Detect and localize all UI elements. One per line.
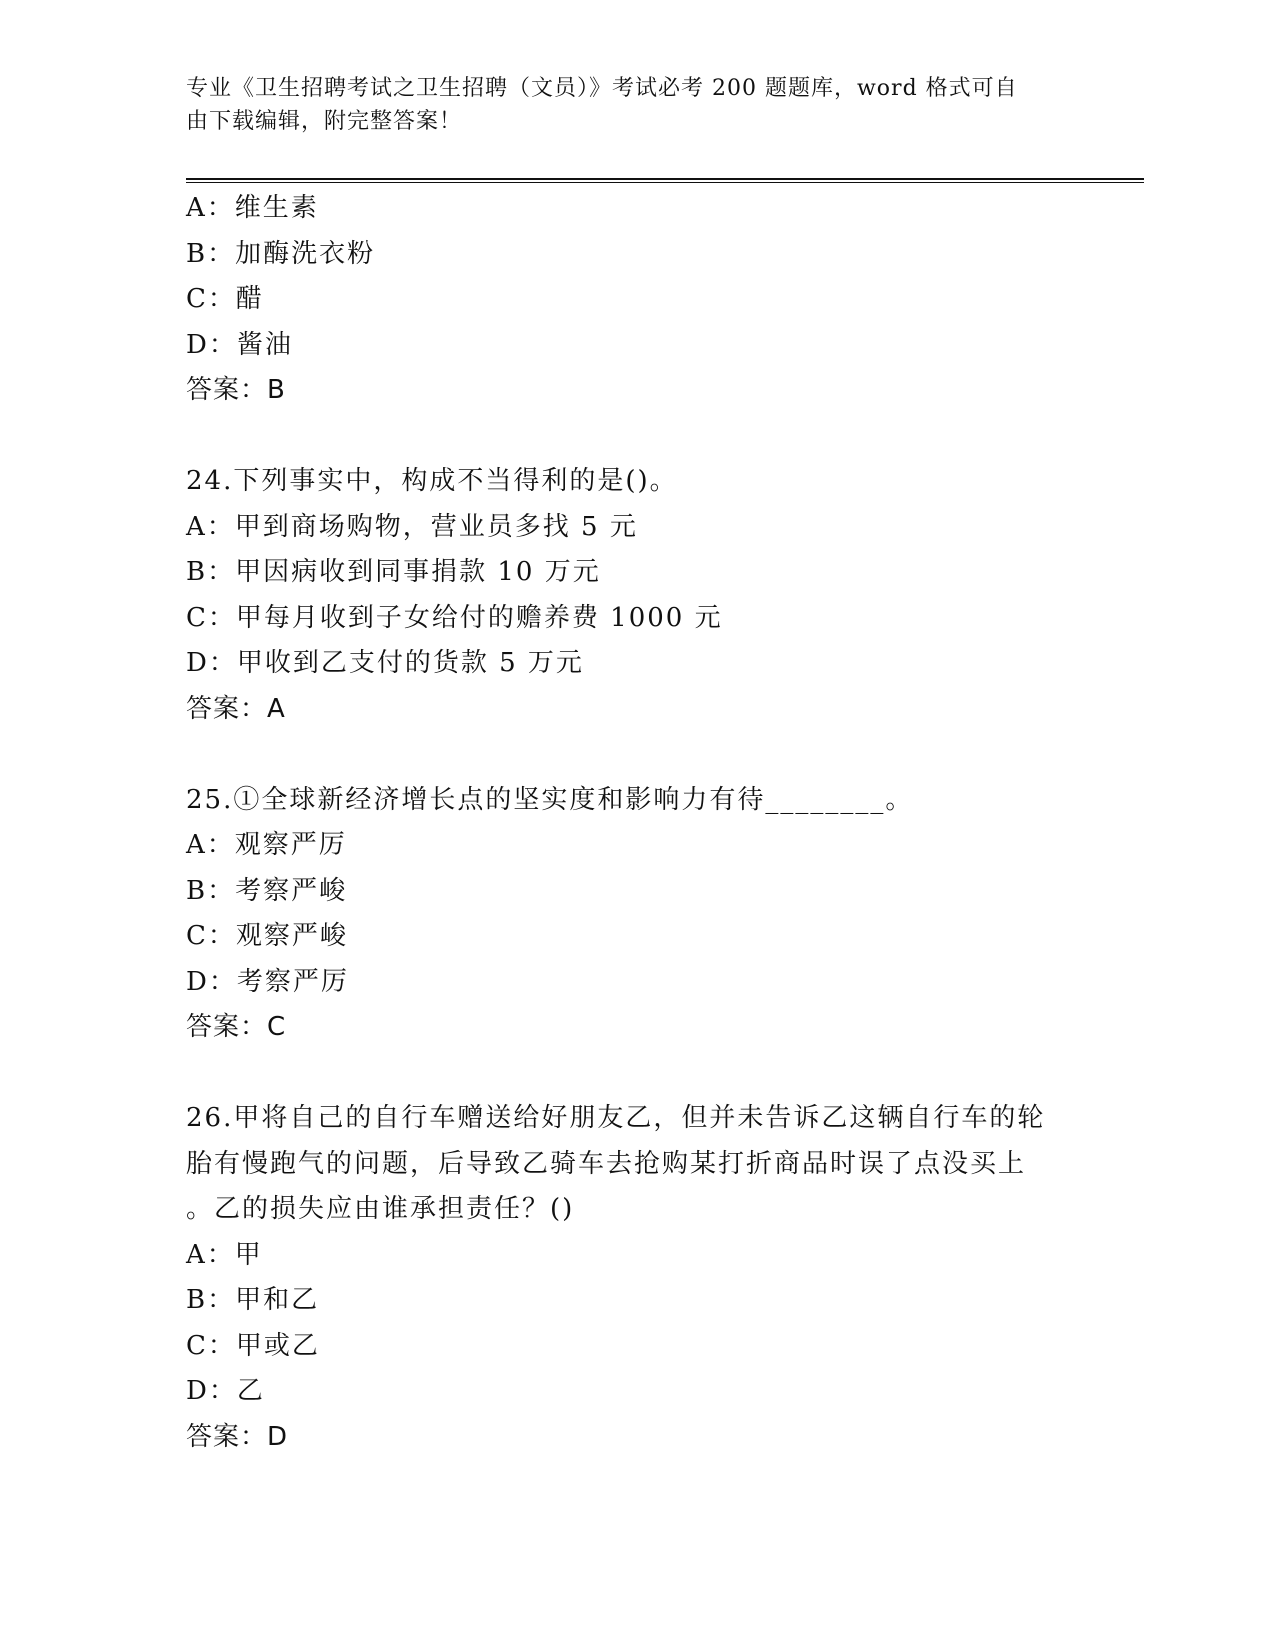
question-text-line-1: 26.甲将自己的自行车赠送给好朋友乙，但并未告诉乙这辆自行车的轮 [186,1103,1046,1133]
option-text: 醋 [235,284,264,314]
option-key: B： [186,238,236,269]
option-c [186,914,1086,960]
option-text: 甲或乙 [235,1330,320,1361]
option-key: D： [186,329,237,360]
option-a [186,823,1086,869]
option-d [186,323,1086,369]
question-text: 25.①全球新经济增长点的坚实度和影响力有待________。 [186,784,914,815]
option-text: 考察严峻 [235,875,348,906]
option-key: D： [186,648,237,678]
option-text: 考察严厉 [236,966,349,997]
option-key: D： [186,1376,237,1406]
header-divider-thick [186,178,1144,180]
question-25-block [186,778,1086,1051]
header-line-1: 专业《卫生招聘考试之卫生招聘（文员）》考试必考 200 题题库，word 格式可自 [186,76,1018,101]
option-key: C： [186,1330,236,1361]
header-line-2: 由下载编辑，附完整答案！ [186,109,463,134]
option-text: 甲 [234,1239,263,1270]
option-text: 甲到商场购物，营业员多找 5 元 [234,511,638,542]
option-d [186,1369,1086,1415]
option-text: 酱油 [236,329,293,360]
option-key: D： [186,966,237,997]
option-text: 加酶洗衣粉 [235,238,376,269]
option-key: A： [186,193,235,223]
question-text-line-2: 胎有慢跑气的问题，后导致乙骑车去抢购某打折商品时误了点没买上 [186,1148,1027,1179]
option-key: B： [186,557,236,587]
option-b [186,869,1086,915]
option-text: 甲每月收到子女给付的赡养费 1000 元 [235,602,723,633]
document-header [186,72,1066,138]
option-b [186,1278,1086,1324]
option-d [186,960,1086,1006]
question-text-line-3: 。乙的损失应由谁承担责任？() [186,1194,575,1224]
option-key: B： [186,875,236,906]
question-spacer [186,732,1086,778]
option-key: A： [186,511,235,542]
question-text: 24.下列事实中，构成不当得利的是()。 [186,466,678,496]
option-text: 维生素 [234,193,319,223]
answer-line: 答案：B [186,375,286,405]
option-text: 乙 [236,1376,265,1406]
option-text: 甲收到乙支付的货款 5 万元 [236,648,584,678]
option-c [186,1324,1086,1370]
question-26-block [186,1096,1086,1460]
question-list [186,186,1086,1460]
option-text: 观察严厉 [234,830,347,860]
option-a [186,1233,1086,1279]
option-a [186,505,1086,551]
option-b [186,232,1086,278]
option-key: A： [186,1239,235,1270]
option-key: C： [186,602,236,633]
option-c [186,596,1086,642]
question-spacer [186,1051,1086,1097]
option-text: 观察严峻 [235,921,348,951]
option-c [186,277,1086,323]
option-d [186,641,1086,687]
answer-line: 答案：D [186,1421,289,1452]
option-b [186,550,1086,596]
option-key: A： [186,830,235,860]
option-text: 甲因病收到同事捐款 10 万元 [235,557,601,587]
question-spacer [186,414,1086,460]
question-23-block [186,186,1086,414]
header-divider-thin [186,182,1144,183]
option-key: C： [186,284,236,314]
option-key: B： [186,1285,236,1315]
answer-line: 答案：A [186,693,286,724]
option-a [186,186,1086,232]
answer-line: 答案：C [186,1012,287,1042]
option-text: 甲和乙 [235,1285,320,1315]
question-24-block [186,459,1086,732]
option-key: C： [186,921,236,951]
